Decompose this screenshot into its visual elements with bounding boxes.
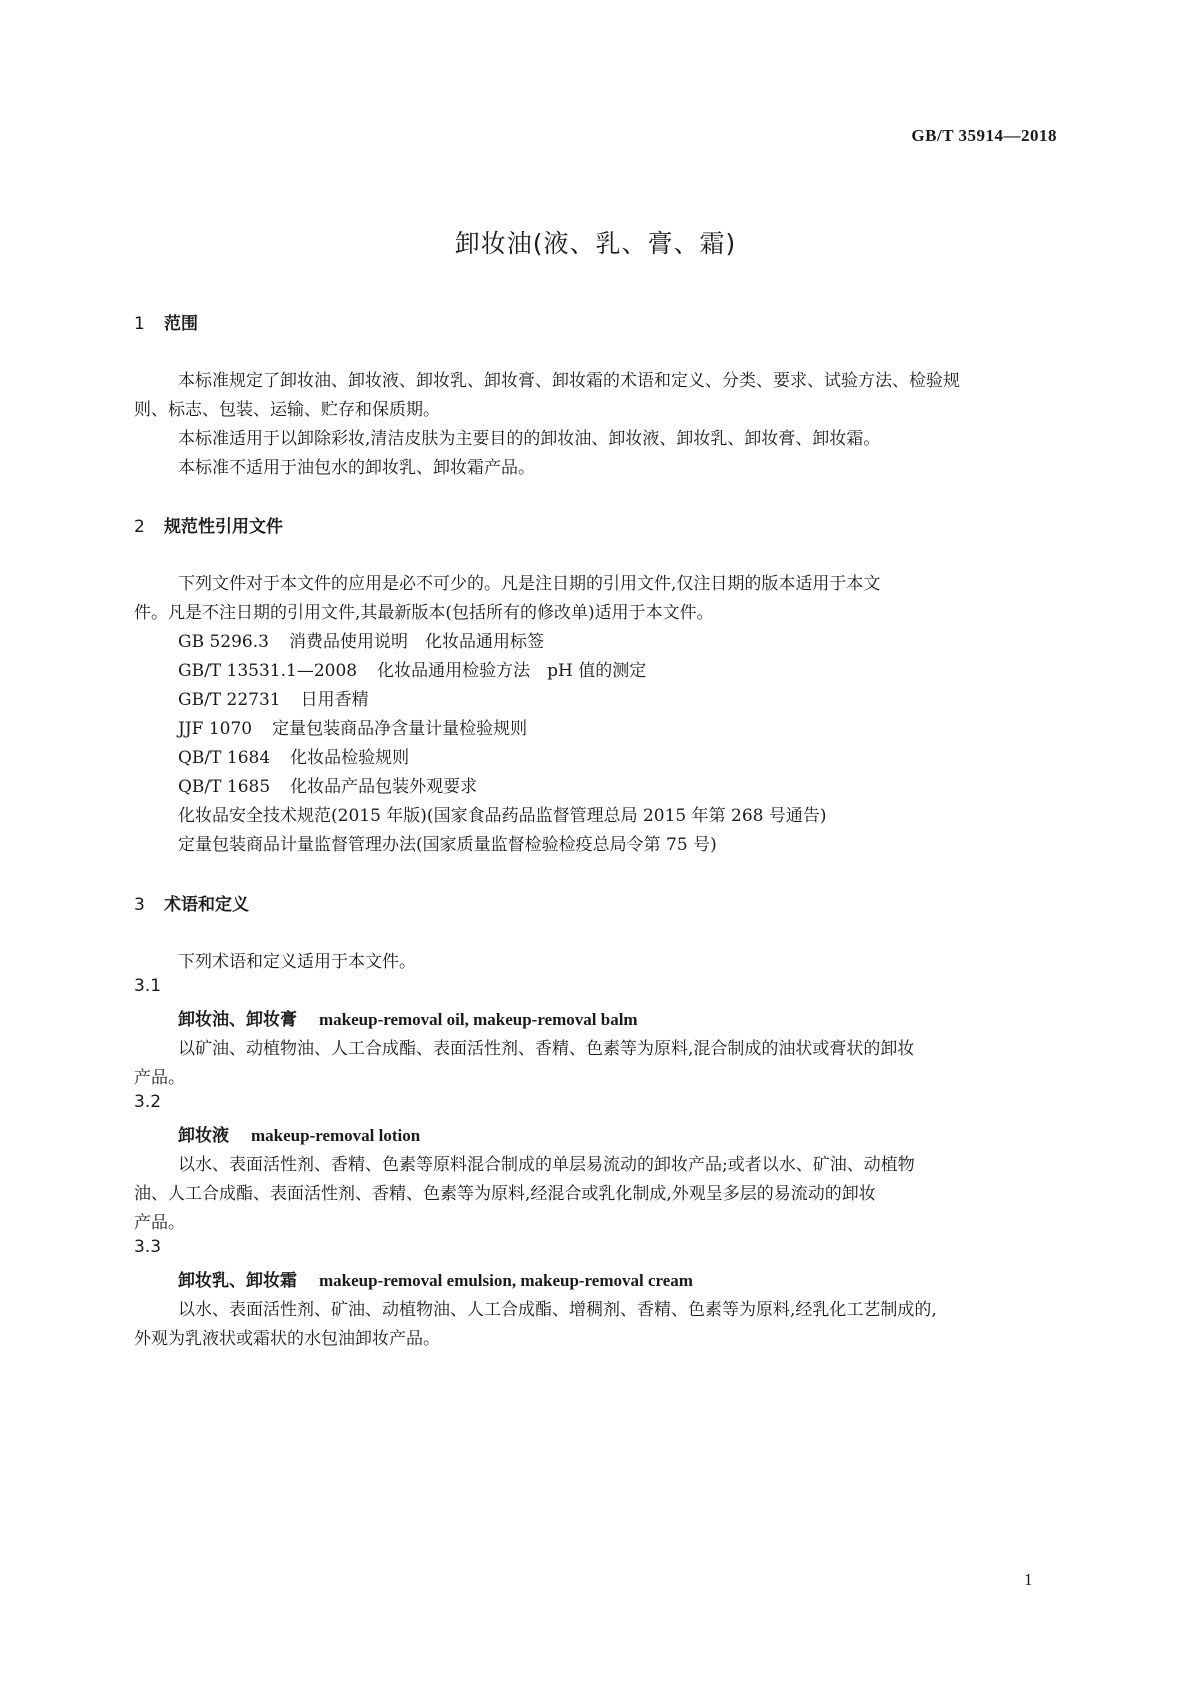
paragraph: 下列术语和定义适用于本文件。 bbox=[178, 952, 416, 972]
term-definition: 产品。 bbox=[134, 1068, 185, 1088]
reference-item bbox=[178, 772, 477, 797]
reference-name: 化妆品通用检验方法 pH 值的测定 bbox=[377, 661, 647, 681]
paragraph: 本标准不适用于油包水的卸妆乳、卸妆霜产品。 bbox=[178, 458, 535, 478]
section-title: 范围 bbox=[164, 314, 198, 334]
term-definition: 产品。 bbox=[134, 1213, 185, 1233]
section-title: 术语和定义 bbox=[164, 895, 249, 915]
reference-code: GB 5296.3 bbox=[178, 632, 269, 652]
term-zh: 卸妆液 bbox=[178, 1126, 229, 1146]
paragraph: 则、标志、包装、运输、贮存和保质期。 bbox=[134, 400, 440, 420]
reference-item bbox=[178, 627, 544, 652]
section-number: 2 bbox=[134, 517, 145, 537]
section-3-heading bbox=[134, 890, 249, 915]
reference-item bbox=[178, 743, 409, 768]
paragraph: 本标准适用于以卸除彩妆,清洁皮肤为主要目的的卸妆油、卸妆液、卸妆乳、卸妆膏、卸妆霜。 bbox=[178, 429, 881, 449]
term-heading bbox=[178, 1121, 420, 1146]
term-definition: 以水、表面活性剂、矿油、动植物油、人工合成酯、增稠剂、香精、色素等为原料,经乳化工艺制成的, bbox=[178, 1300, 937, 1320]
reference-code: GB/T 22731 bbox=[178, 690, 281, 710]
section-title: 规范性引用文件 bbox=[164, 517, 283, 537]
term-zh: 卸妆油、卸妆膏 bbox=[178, 1010, 297, 1030]
reference-name: 消费品使用说明 化妆品通用标签 bbox=[288, 632, 544, 652]
reference-code: JJF 1070 bbox=[178, 719, 253, 739]
paragraph: 本标准规定了卸妆油、卸妆液、卸妆乳、卸妆膏、卸妆霜的术语和定义、分类、要求、试验方法、检验规 bbox=[178, 371, 960, 391]
reference-code: GB/T 13531.1—2008 bbox=[178, 661, 358, 681]
term-definition: 外观为乳液状或霜状的水包油卸妆产品。 bbox=[134, 1329, 440, 1349]
reference-item bbox=[178, 685, 369, 710]
regulation-reference: 化妆品安全技术规范(2015 年版)(国家食品药品监督管理总局 2015 年第 268 号通告) bbox=[178, 806, 827, 826]
reference-name: 定量包装商品净含量计量检验规则 bbox=[272, 719, 528, 739]
reference-name: 化妆品产品包装外观要求 bbox=[290, 777, 478, 797]
term-definition: 以矿油、动植物油、人工合成酯、表面活性剂、香精、色素等为原料,混合制成的油状或膏状的卸妆 bbox=[178, 1039, 915, 1059]
term-number: 3.3 bbox=[134, 1237, 162, 1257]
term-en: makeup-removal oil, makeup-removal balm bbox=[319, 1010, 638, 1029]
regulation-reference: 定量包装商品计量监督管理办法(国家质量监督检验检疫总局令第 75 号) bbox=[178, 835, 717, 855]
term-heading bbox=[178, 1005, 638, 1030]
reference-code: QB/T 1685 bbox=[178, 777, 271, 797]
reference-item bbox=[178, 656, 646, 681]
reference-code: QB/T 1684 bbox=[178, 748, 271, 768]
section-1-heading bbox=[134, 309, 198, 334]
page-number: 1 bbox=[1024, 1570, 1033, 1589]
term-definition: 以水、表面活性剂、香精、色素等原料混合制成的单层易流动的卸妆产品;或者以水、矿油、动植物 bbox=[178, 1155, 915, 1175]
document-title: 卸妆油(液、乳、膏、霜) bbox=[454, 229, 737, 258]
term-number: 3.2 bbox=[134, 1092, 162, 1112]
section-number: 3 bbox=[134, 895, 145, 915]
term-heading bbox=[178, 1266, 693, 1291]
term-en: makeup-removal lotion bbox=[251, 1126, 421, 1145]
term-definition: 油、人工合成酯、表面活性剂、香精、色素等为原料,经混合或乳化制成,外观呈多层的易流动的卸妆 bbox=[134, 1184, 876, 1204]
reference-name: 日用香精 bbox=[300, 690, 369, 710]
paragraph: 下列文件对于本文件的应用是必不可少的。凡是注日期的引用文件,仅注日期的版本适用于本文 bbox=[178, 574, 881, 594]
section-2-heading bbox=[134, 512, 283, 537]
term-number: 3.1 bbox=[134, 976, 162, 996]
term-zh: 卸妆乳、卸妆霜 bbox=[178, 1271, 297, 1291]
term-en: makeup-removal emulsion, makeup-removal cream bbox=[319, 1271, 693, 1290]
paragraph: 件。凡是不注日期的引用文件,其最新版本(包括所有的修改单)适用于本文件。 bbox=[134, 603, 714, 623]
standard-number: GB/T 35914—2018 bbox=[911, 126, 1057, 145]
reference-name: 化妆品检验规则 bbox=[290, 748, 410, 768]
section-number: 1 bbox=[134, 314, 145, 334]
reference-item bbox=[178, 714, 527, 739]
